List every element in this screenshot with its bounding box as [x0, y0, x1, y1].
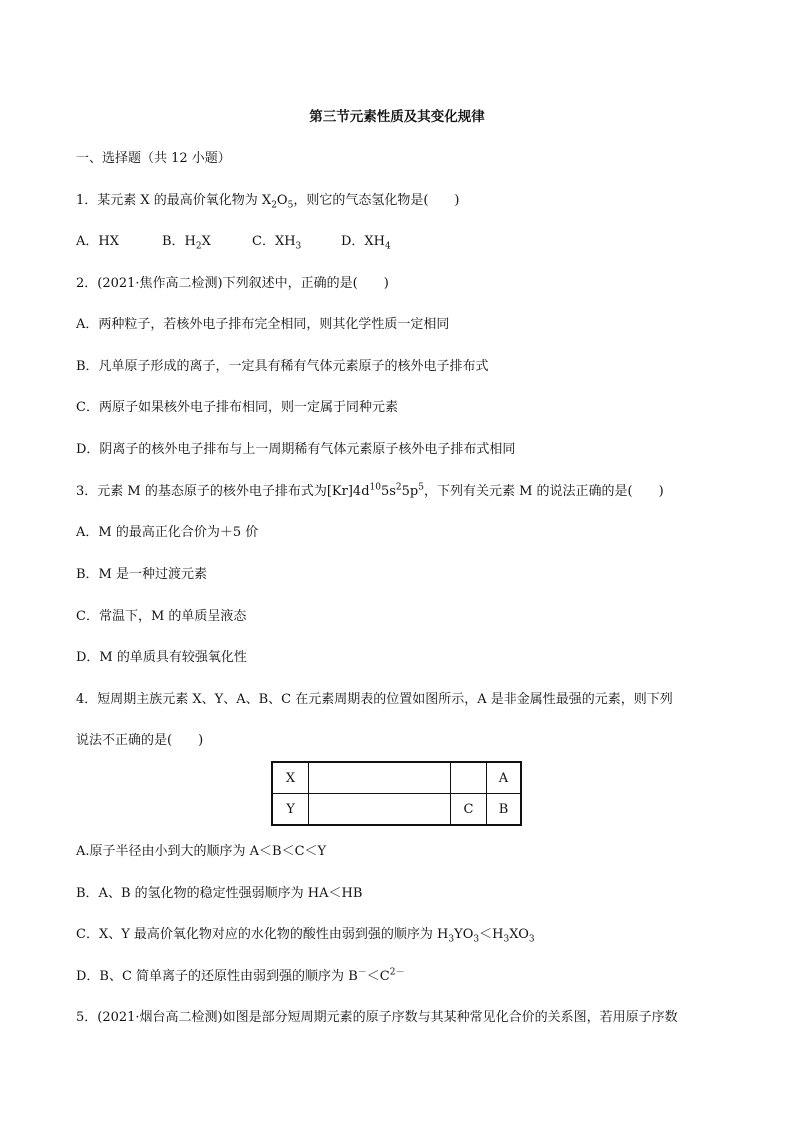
option-a: A．HX — [76, 234, 119, 249]
question-3-option-d: D．M 的单质具有较强氧化性 — [76, 650, 247, 665]
question-4-option-c: C．X、Y 最高价氧化物对应的水化物的酸性由弱到强的顺序为 $H_3YO_3<H_3XO_3$ — [76, 927, 535, 945]
table-cell: A — [487, 762, 522, 794]
question-2-stem: 2．(2021·焦作高二检测)下列叙述中，正确的是( ) — [76, 276, 389, 291]
question-3-option-b: B．M 是一种过渡元素 — [76, 567, 207, 582]
table-cell: B — [487, 794, 522, 826]
question-2-option-b: B．凡单原子形成的离子，一定具有稀有气体元素原子的核外电子排布式 — [76, 359, 489, 374]
page-title: 第三节元素性质及其变化规律 — [309, 109, 485, 125]
table-cell — [309, 794, 451, 826]
question-4-stem-line1: 4．短周期主族元素 X、Y、A、B、C 在元素周期表的位置如图所示，A 是非金属性最强的元素，则下列 — [76, 692, 673, 707]
question-1-stem: 1．某元素 X 的最高价氧化物为 $X_2O_5$，则它的气态氢化物是( ) — [76, 193, 460, 211]
question-2-option-d: D．阴离子的核外电子排布与上一周期稀有气体元素原子核外电子排布式相同 — [76, 442, 516, 457]
question-1-options — [76, 234, 391, 250]
question-2-option-a: A．两种粒子，若核外电子排布完全相同，则其化学性质一定相同 — [76, 317, 450, 332]
periodic-table-fragment — [271, 761, 522, 826]
question-4-stem-line2: 说法不正确的是( ) — [76, 733, 204, 748]
table-row — [272, 794, 521, 826]
table-cell: C — [451, 794, 487, 826]
option-d: D．$XH_4$ — [341, 234, 391, 252]
table-cell — [309, 762, 451, 794]
question-3-option-a: A．M 的最高正化合价为＋5 价 — [76, 525, 259, 540]
question-2-option-c: C．两原子如果核外电子排布相同，则一定属于同种元素 — [76, 400, 398, 415]
table-cell — [451, 762, 487, 794]
table-cell: Y — [272, 794, 309, 826]
question-3-stem: 3．元素 M 的基态原子的核外电子排布式为$[Kr]4d^{10}5s^25p^5$，下列有关元素 M 的说法正确的是( ) — [76, 482, 664, 499]
option-c: C．$XH_3$ — [252, 234, 302, 252]
question-4-option-d: D．B、C 简单离子的还原性由弱到强的顺序为 $B^-<C^{2-}$ — [76, 967, 405, 984]
question-4-option-b: B．A、B 的氢化物的稳定性强弱顺序为 HA＜HB — [76, 886, 363, 901]
question-4-option-a: A.原子半径由小到大的顺序为 A＜B＜C＜Y — [76, 844, 327, 859]
question-5-stem-line1: 5．(2021·烟台高二检测)如图是部分短周期元素的原子序数与其某种常见化合价的关系图，若用原子序数 — [76, 1010, 678, 1025]
table-cell: X — [272, 762, 309, 794]
option-b: B．$H_2X$ — [162, 234, 211, 252]
table-row — [272, 762, 521, 794]
section-heading: 一、选择题（共 12 小题） — [76, 151, 231, 166]
question-3-option-c: C．常温下，M 的单质呈液态 — [76, 609, 247, 624]
